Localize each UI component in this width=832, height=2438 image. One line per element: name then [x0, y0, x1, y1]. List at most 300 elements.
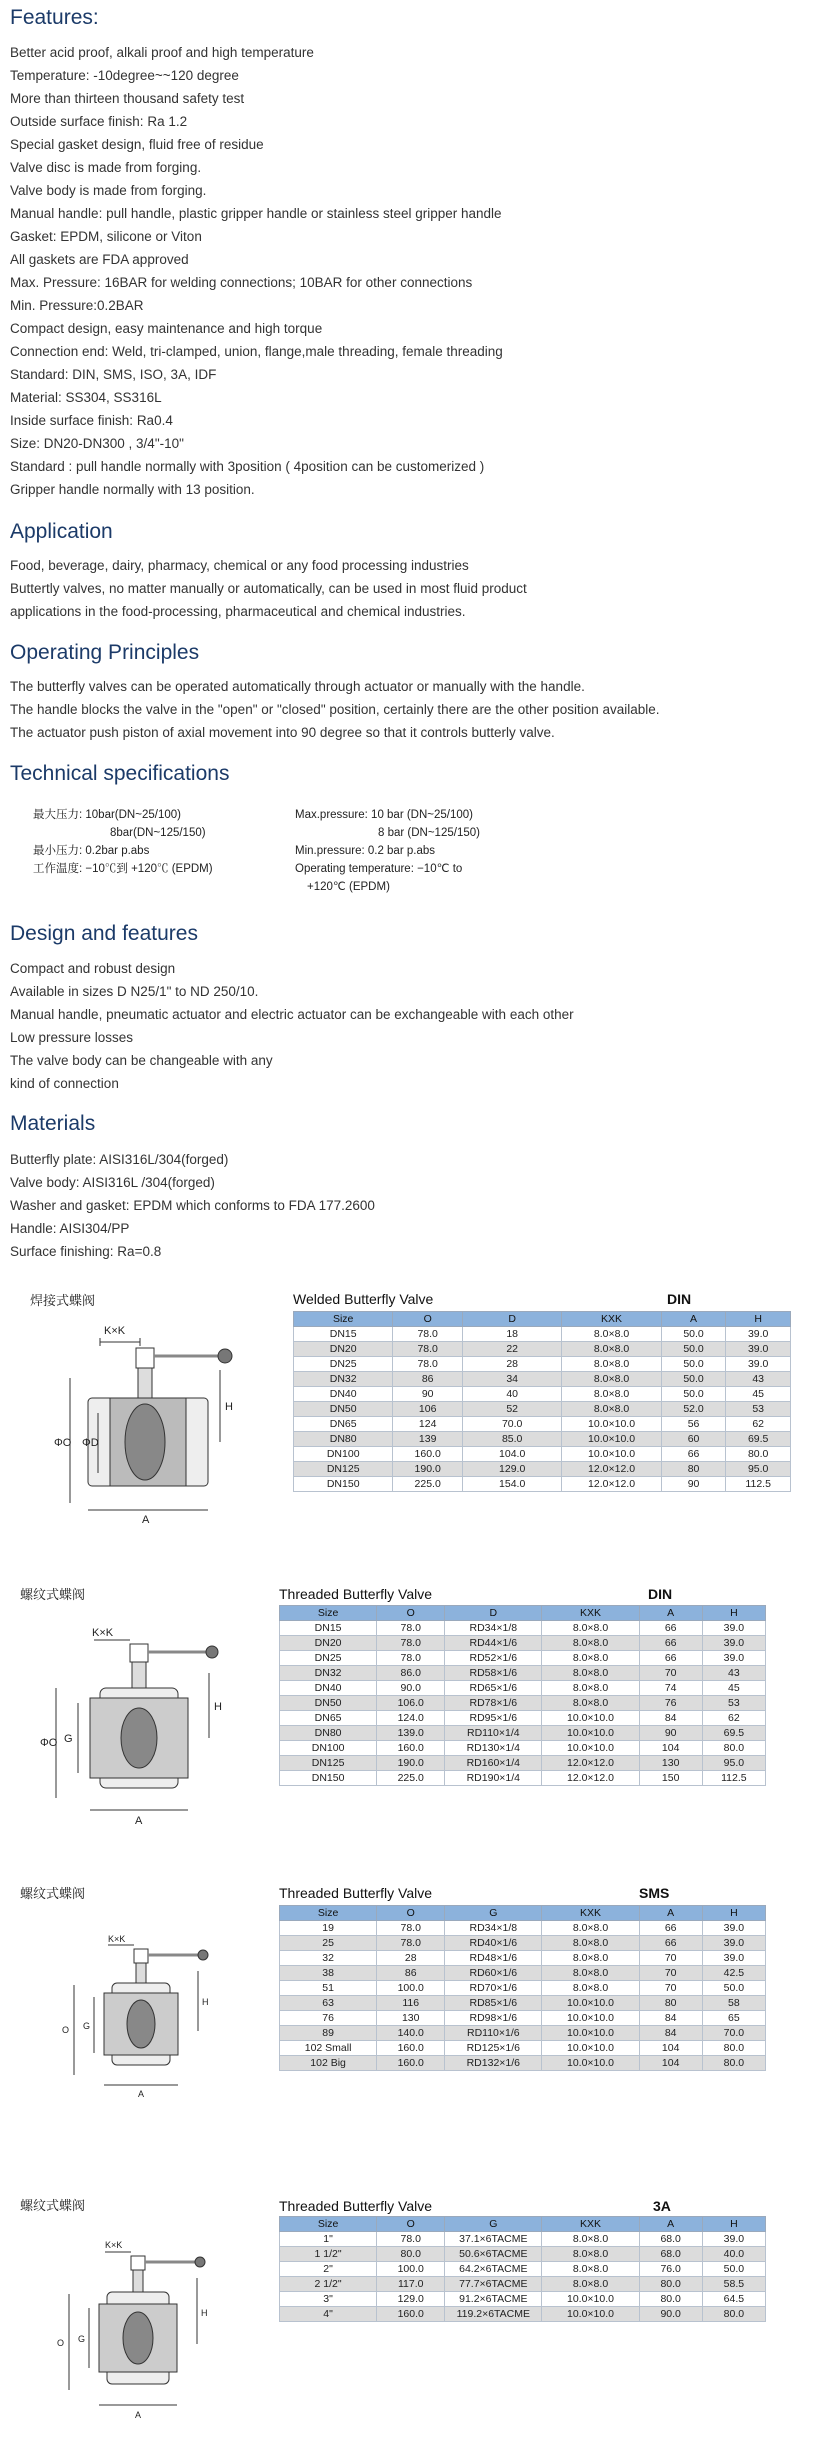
table-cell: 39.0: [702, 1651, 765, 1666]
table-cell: 90: [661, 1477, 726, 1492]
table-row: [280, 1936, 766, 1951]
table-cell: 62: [702, 1711, 765, 1726]
table-row: [294, 1372, 791, 1387]
features-line: Compact design, easy maintenance and high torque: [10, 321, 323, 336]
application-line: applications in the food-processing, pharmaceutical and chemical industries.: [10, 604, 466, 619]
table-row: [294, 1432, 791, 1447]
table-cell: 76: [280, 2011, 377, 2026]
table-cell: 66: [639, 1636, 702, 1651]
materials-line: Handle: AISI304/PP: [10, 1221, 130, 1236]
table-cell: RD52×1/6: [445, 1651, 542, 1666]
table-header-row: [280, 1906, 766, 1921]
column-header: G: [445, 1906, 542, 1921]
column-header: H: [702, 1906, 765, 1921]
threaded-sms-label-o: O: [62, 2025, 70, 2035]
table-cell: 22: [462, 1342, 561, 1357]
table-cell: 80.0: [702, 1741, 765, 1756]
table-cell: 8.0×8.0: [542, 1651, 639, 1666]
table-cell: DN80: [294, 1432, 393, 1447]
table-row: [294, 1402, 791, 1417]
table-cell: 12.0×12.0: [542, 1771, 639, 1786]
principles-line: The handle blocks the valve in the "open" or "closed" position, certainly there are the other position available.: [10, 702, 660, 717]
column-header: KXK: [542, 1906, 639, 1921]
table-cell: 160.0: [377, 2041, 445, 2056]
table-cell: 80.0: [726, 1447, 791, 1462]
table-cell: 32: [280, 1951, 377, 1966]
threaded-din-label-a: A: [135, 1815, 143, 1827]
table-cell: 8.0×8.0: [562, 1402, 661, 1417]
table-cell: 116: [377, 1996, 445, 2011]
table-cell: 60: [661, 1432, 726, 1447]
table-row: [280, 2277, 766, 2292]
application-heading: Application: [10, 520, 113, 543]
table-row: [294, 1417, 791, 1432]
column-header: KXK: [542, 1606, 639, 1621]
table-cell: 4": [280, 2307, 377, 2322]
features-line: Connection end: Weld, tri-clamped, union, flange,male threading, female threading: [10, 344, 503, 359]
table-cell: 39.0: [726, 1342, 791, 1357]
table-row: [280, 1771, 766, 1786]
table-cell: 84: [639, 2011, 702, 2026]
table-cell: 39.0: [702, 1951, 765, 1966]
table-cell: 112.5: [702, 1771, 765, 1786]
table-cell: 63: [280, 1996, 377, 2011]
table-cell: 8.0×8.0: [542, 1666, 639, 1681]
table-cell: 80.0: [702, 2056, 765, 2071]
threaded-sms-label-kxk: K×K: [108, 1935, 126, 1944]
table-cell: DN100: [280, 1741, 377, 1756]
column-header: KXK: [542, 2217, 639, 2232]
threaded-3a-label-kxk: K×K: [105, 2240, 123, 2250]
welded-din-standard: DIN: [667, 1291, 692, 1307]
column-header: O: [377, 1906, 445, 1921]
table-cell: 78.0: [377, 2232, 445, 2247]
table-cell: 78.0: [393, 1357, 463, 1372]
materials-heading: Materials: [10, 1112, 96, 1135]
table-cell: DN20: [280, 1636, 377, 1651]
table-header-row: [280, 2217, 766, 2232]
features-line: Standard : pull handle normally with 3position ( 4position can be customerized ): [10, 459, 485, 474]
table-cell: RD34×1/8: [445, 1621, 542, 1636]
threaded-3a-label-o: O: [57, 2338, 65, 2348]
table-cell: 10.0×10.0: [542, 2041, 639, 2056]
table-cell: 10.0×10.0: [562, 1432, 661, 1447]
welded-label-kxk: K×K: [104, 1325, 126, 1337]
column-header: A: [661, 1312, 726, 1327]
table-cell: 64.5: [702, 2292, 765, 2307]
features-line: Gasket: EPDM, silicone or Viton: [10, 229, 202, 244]
threaded-3a-cn-label: 螺纹式蝶阀: [20, 2198, 86, 2213]
tech-en-max-pressure: Max.pressure: 10 bar (DN~25/100): [295, 809, 474, 821]
welded-label-o: ΦO: [54, 1437, 72, 1449]
table-cell: 119.2×6TACME: [445, 2307, 542, 2322]
table-row: [280, 2232, 766, 2247]
table-row: [280, 2011, 766, 2026]
threaded-sms-standard: SMS: [639, 1885, 670, 1901]
table-cell: 10.0×10.0: [562, 1417, 661, 1432]
table-cell: 70: [639, 1966, 702, 1981]
table-cell: 10.0×10.0: [542, 2011, 639, 2026]
table-cell: 64.2×6TACME: [445, 2262, 542, 2277]
table-cell: 95.0: [726, 1462, 791, 1477]
table-row: [294, 1447, 791, 1462]
threaded-din-cn-label: 螺纹式蝶阀: [20, 1587, 86, 1602]
threaded-din-title: Threaded Butterfly Valve: [279, 1586, 433, 1602]
table-cell: 8.0×8.0: [542, 1681, 639, 1696]
table-cell: 70.0: [702, 2026, 765, 2041]
threaded-3a-title: Threaded Butterfly Valve: [279, 2198, 433, 2214]
table-cell: 130: [639, 1756, 702, 1771]
table-cell: 76.0: [639, 2262, 702, 2277]
table-row: [294, 1327, 791, 1342]
table-cell: 39.0: [702, 1936, 765, 1951]
materials-list: [10, 1148, 375, 1263]
table-cell: 117.0: [377, 2277, 445, 2292]
materials-line: Valve body: AISI316L /304(forged): [10, 1175, 215, 1190]
threaded-3a-label-a: A: [135, 2410, 142, 2420]
table-cell: 160.0: [377, 2307, 445, 2322]
table-cell: 85.0: [462, 1432, 561, 1447]
table-cell: 10.0×10.0: [542, 1996, 639, 2011]
table-cell: 104: [639, 2041, 702, 2056]
table-cell: RD110×1/6: [445, 2026, 542, 2041]
table-row: [280, 2041, 766, 2056]
table-cell: 50.0: [661, 1387, 726, 1402]
table-cell: 225.0: [393, 1477, 463, 1492]
table-cell: 106: [393, 1402, 463, 1417]
application-list: [10, 554, 527, 623]
design-line: Manual handle, pneumatic actuator and electric actuator can be exchangeable with each other: [10, 1007, 574, 1022]
welded-label-a: A: [142, 1514, 150, 1526]
table-cell: 8.0×8.0: [542, 1981, 639, 1996]
table-row: [294, 1387, 791, 1402]
table-cell: 190.0: [393, 1462, 463, 1477]
table-cell: DN25: [280, 1651, 377, 1666]
threaded-3a-valve-drawing: [55, 2240, 225, 2425]
table-cell: 45: [702, 1681, 765, 1696]
table-cell: 40: [462, 1387, 561, 1402]
table-cell: RD130×1/4: [445, 1741, 542, 1756]
table-row: [294, 1477, 791, 1492]
table-cell: RD40×1/6: [445, 1936, 542, 1951]
threaded-sms-label-a: A: [138, 2089, 145, 2099]
table-cell: 139.0: [377, 1726, 445, 1741]
table-cell: 102 Small: [280, 2041, 377, 2056]
table-cell: DN150: [280, 1771, 377, 1786]
table-cell: 10.0×10.0: [542, 2292, 639, 2307]
table-cell: 90: [639, 1726, 702, 1741]
table-cell: 154.0: [462, 1477, 561, 1492]
table-row: [294, 1342, 791, 1357]
table-row: [280, 1996, 766, 2011]
table-cell: 28: [462, 1357, 561, 1372]
threaded-sms-valve-drawing: [60, 1935, 230, 2105]
threaded-3a-label-g: G: [78, 2334, 86, 2344]
table-cell: 8.0×8.0: [542, 2247, 639, 2262]
table-cell: 40.0: [702, 2247, 765, 2262]
column-header: G: [445, 2217, 542, 2232]
threaded-sms-title: Threaded Butterfly Valve: [279, 1885, 433, 1901]
features-line: All gaskets are FDA approved: [10, 252, 189, 267]
table-cell: 78.0: [377, 1636, 445, 1651]
column-header: O: [377, 2217, 445, 2232]
table-cell: DN15: [294, 1327, 393, 1342]
table-row: [280, 1726, 766, 1741]
table-cell: 91.2×6TACME: [445, 2292, 542, 2307]
table-cell: 52: [462, 1402, 561, 1417]
table-cell: 8.0×8.0: [542, 1936, 639, 1951]
features-line: Inside surface finish: Ra0.4: [10, 413, 173, 428]
table-cell: 18: [462, 1327, 561, 1342]
table-cell: 45: [726, 1387, 791, 1402]
table-cell: RD48×1/6: [445, 1951, 542, 1966]
table-cell: 66: [639, 1921, 702, 1936]
tech-spec-cn: [33, 806, 213, 878]
table-cell: 1": [280, 2232, 377, 2247]
table-cell: 78.0: [393, 1327, 463, 1342]
table-cell: 139: [393, 1432, 463, 1447]
table-cell: 70.0: [462, 1417, 561, 1432]
table-cell: RD65×1/6: [445, 1681, 542, 1696]
table-cell: DN40: [280, 1681, 377, 1696]
application-line: Food, beverage, dairy, pharmacy, chemical or any food processing industries: [10, 558, 469, 573]
table-cell: 140.0: [377, 2026, 445, 2041]
table-cell: DN100: [294, 1447, 393, 1462]
table-cell: 2": [280, 2262, 377, 2277]
table-row: [280, 1921, 766, 1936]
features-list: [10, 41, 503, 501]
table-cell: DN32: [294, 1372, 393, 1387]
welded-label-h: H: [225, 1401, 233, 1413]
table-cell: 58.5: [702, 2277, 765, 2292]
table-cell: RD60×1/6: [445, 1966, 542, 1981]
welded-valve-drawing: [40, 1318, 250, 1528]
features-line: Special gasket design, fluid free of residue: [10, 137, 264, 152]
table-cell: DN50: [294, 1402, 393, 1417]
table-cell: 112.5: [726, 1477, 791, 1492]
table-cell: 160.0: [377, 2056, 445, 2071]
table-cell: 43: [726, 1372, 791, 1387]
table-cell: DN65: [280, 1711, 377, 1726]
features-line: Gripper handle normally with 13 position.: [10, 482, 255, 497]
features-line: Manual handle: pull handle, plastic gripper handle or stainless steel gripper handle: [10, 206, 502, 221]
table-cell: 66: [661, 1447, 726, 1462]
table-cell: 78.0: [377, 1936, 445, 1951]
table-cell: 10.0×10.0: [542, 2026, 639, 2041]
tech-cn-max-pressure-2: 8bar(DN~125/150): [110, 827, 206, 839]
table-cell: 68.0: [639, 2232, 702, 2247]
table-cell: 10.0×10.0: [542, 1726, 639, 1741]
table-cell: 80: [661, 1462, 726, 1477]
table-cell: 160.0: [377, 1741, 445, 1756]
table-cell: 50.0: [661, 1357, 726, 1372]
table-cell: RD125×1/6: [445, 2041, 542, 2056]
threaded-3a-table: [279, 2216, 766, 2322]
threaded-3a-label-h: H: [201, 2308, 208, 2318]
table-row: [280, 1951, 766, 1966]
table-cell: 104.0: [462, 1447, 561, 1462]
features-line: Valve body is made from forging.: [10, 183, 207, 198]
table-cell: 90.0: [639, 2307, 702, 2322]
table-cell: 56: [661, 1417, 726, 1432]
table-row: [280, 1681, 766, 1696]
table-cell: 39.0: [702, 1621, 765, 1636]
table-cell: DN150: [294, 1477, 393, 1492]
table-cell: 8.0×8.0: [542, 2277, 639, 2292]
table-cell: 50.0: [661, 1327, 726, 1342]
table-cell: 84: [639, 2026, 702, 2041]
table-cell: 80: [639, 1996, 702, 2011]
table-row: [280, 1666, 766, 1681]
table-cell: DN25: [294, 1357, 393, 1372]
table-header-row: [280, 1606, 766, 1621]
table-cell: 77.7×6TACME: [445, 2277, 542, 2292]
table-row: [280, 1711, 766, 1726]
table-cell: RD85×1/6: [445, 1996, 542, 2011]
table-cell: 8.0×8.0: [542, 1621, 639, 1636]
table-cell: DN80: [280, 1726, 377, 1741]
column-header: O: [393, 1312, 463, 1327]
table-cell: 130: [377, 2011, 445, 2026]
table-cell: 102 Big: [280, 2056, 377, 2071]
table-cell: 1 1/2": [280, 2247, 377, 2262]
table-cell: RD98×1/6: [445, 2011, 542, 2026]
threaded-din-label-kxk: K×K: [92, 1628, 114, 1639]
table-cell: 150: [639, 1771, 702, 1786]
table-cell: 38: [280, 1966, 377, 1981]
threaded-din-label-o: ΦO: [40, 1737, 58, 1749]
table-cell: 86.0: [377, 1666, 445, 1681]
threaded-din-label-g: G: [64, 1733, 73, 1745]
table-row: [280, 2247, 766, 2262]
table-row: [280, 2307, 766, 2322]
table-cell: 78.0: [377, 1651, 445, 1666]
threaded-sms-cn-label: 螺纹式蝶阀: [20, 1886, 86, 1901]
column-header: Size: [280, 1906, 377, 1921]
features-line: Size: DN20-DN300 , 3/4"-10": [10, 436, 184, 451]
column-header: H: [726, 1312, 791, 1327]
features-line: Outside surface finish: Ra 1.2: [10, 114, 188, 129]
design-heading: Design and features: [10, 922, 198, 945]
features-line: More than thirteen thousand safety test: [10, 91, 245, 106]
welded-din-cn-label: 焊接式蝶阀: [30, 1293, 96, 1308]
table-row: [294, 1357, 791, 1372]
design-line: kind of connection: [10, 1076, 119, 1091]
table-cell: 19: [280, 1921, 377, 1936]
table-cell: 84: [639, 1711, 702, 1726]
table-cell: 53: [702, 1696, 765, 1711]
tech-en-temperature: Operating temperature: −10℃ to: [295, 863, 463, 875]
table-cell: 28: [377, 1951, 445, 1966]
column-header: KXK: [562, 1312, 661, 1327]
table-cell: 80.0: [639, 2292, 702, 2307]
table-cell: DN15: [280, 1621, 377, 1636]
table-cell: 100.0: [377, 1981, 445, 1996]
column-header: A: [639, 1906, 702, 1921]
table-cell: 160.0: [393, 1447, 463, 1462]
table-cell: 80.0: [702, 2307, 765, 2322]
table-cell: DN65: [294, 1417, 393, 1432]
table-cell: 8.0×8.0: [542, 2262, 639, 2277]
column-header: Size: [280, 2217, 377, 2232]
table-cell: 39.0: [726, 1327, 791, 1342]
column-header: D: [445, 1606, 542, 1621]
table-row: [280, 1651, 766, 1666]
table-cell: 66: [639, 1621, 702, 1636]
table-cell: 3": [280, 2292, 377, 2307]
table-cell: 74: [639, 1681, 702, 1696]
table-cell: DN32: [280, 1666, 377, 1681]
table-cell: 124: [393, 1417, 463, 1432]
table-cell: 65: [702, 2011, 765, 2026]
table-cell: 50.0: [702, 2262, 765, 2277]
column-header: H: [702, 1606, 765, 1621]
table-cell: 10.0×10.0: [542, 1741, 639, 1756]
table-row: [280, 1966, 766, 1981]
tech-en-temperature-2: +120℃ (EPDM): [307, 881, 390, 893]
principles-heading: Operating Principles: [10, 641, 200, 664]
application-line: Buttertly valves, no matter manually or automatically, can be used in most fluid product: [10, 581, 527, 596]
table-row: [280, 2262, 766, 2277]
features-line: Material: SS304, SS316L: [10, 390, 162, 405]
table-cell: RD95×1/6: [445, 1711, 542, 1726]
tech-spec-en: [295, 806, 480, 896]
threaded-sms-label-g: G: [83, 2021, 91, 2031]
table-cell: 8.0×8.0: [542, 1966, 639, 1981]
table-cell: 39.0: [726, 1357, 791, 1372]
table-cell: 80.0: [377, 2247, 445, 2262]
column-header: O: [377, 1606, 445, 1621]
design-line: Low pressure losses: [10, 1030, 134, 1045]
table-cell: 43: [702, 1666, 765, 1681]
tech-cn-temperature: 工作温度: −10℃到 +120℃ (EPDM): [33, 863, 213, 875]
column-header: Size: [280, 1606, 377, 1621]
table-cell: 8.0×8.0: [562, 1372, 661, 1387]
welded-label-d: ΦD: [82, 1437, 99, 1449]
table-cell: 129.0: [377, 2292, 445, 2307]
table-cell: 8.0×8.0: [562, 1357, 661, 1372]
table-cell: 39.0: [702, 1921, 765, 1936]
column-header: H: [702, 2217, 765, 2232]
table-row: [280, 2056, 766, 2071]
table-header-row: [294, 1312, 791, 1327]
table-cell: 89: [280, 2026, 377, 2041]
design-list: [10, 957, 574, 1095]
table-cell: 80.0: [702, 2041, 765, 2056]
tech-cn-max-pressure: 最大压力: 10bar(DN~25/100): [33, 809, 181, 821]
table-cell: 106.0: [377, 1696, 445, 1711]
table-cell: 10.0×10.0: [562, 1447, 661, 1462]
table-cell: 8.0×8.0: [542, 1636, 639, 1651]
table-cell: DN125: [280, 1756, 377, 1771]
table-cell: 70: [639, 1666, 702, 1681]
table-cell: 51: [280, 1981, 377, 1996]
table-cell: 69.5: [702, 1726, 765, 1741]
table-cell: 78.0: [393, 1342, 463, 1357]
table-row: [280, 1636, 766, 1651]
threaded-3a-standard: 3A: [653, 2198, 671, 2214]
features-line: Valve disc is made from forging.: [10, 160, 202, 175]
table-cell: 70: [639, 1981, 702, 1996]
table-cell: DN20: [294, 1342, 393, 1357]
table-cell: 8.0×8.0: [542, 1921, 639, 1936]
column-header: D: [462, 1312, 561, 1327]
table-cell: 50.0: [661, 1372, 726, 1387]
table-cell: RD70×1/6: [445, 1981, 542, 1996]
tech-heading: Technical specifications: [10, 762, 230, 785]
design-line: Available in sizes D N25/1" to ND 250/10.: [10, 984, 259, 999]
table-cell: 86: [377, 1966, 445, 1981]
